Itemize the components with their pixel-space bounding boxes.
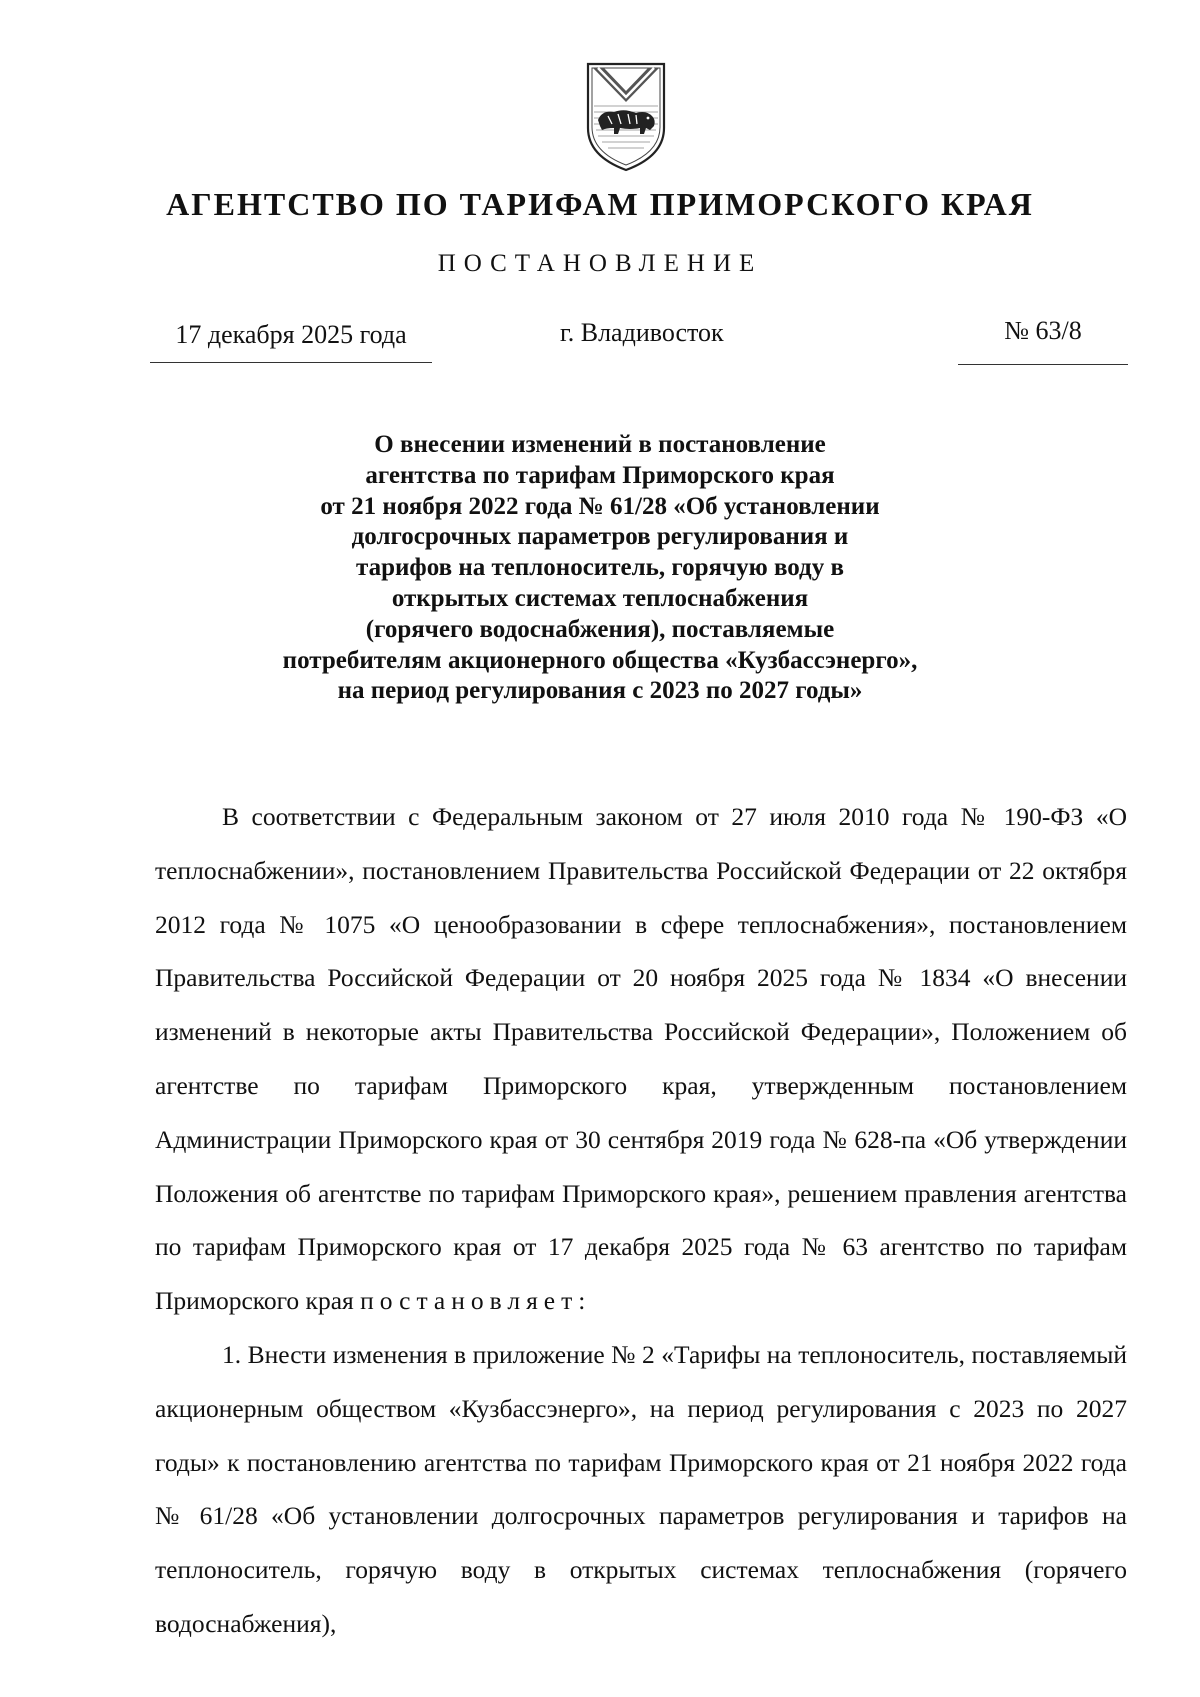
body-paragraph: 1. Внести изменения в приложение № 2 «Тарифы на теплоноситель, поставляемый акционерным обществом «Кузбассэнерго», на период регулирования с 2023 по 2027 годы» к постановлению агентства по тарифам Приморского края от 21 ноября 2022 года № 61/28 «Об установлении долгосрочных параметров регулирования и тарифов на теплоноситель, горячую воду в открытых системах теплоснабжения (горячего водоснабжения), — [155, 1339, 1127, 1638]
heading-line: на период регулирования с 2023 по 2027 годы» — [337, 677, 863, 705]
heading-line: О внесении изменений в постановление — [374, 431, 826, 458]
heading-line: открытых системах теплоснабжения — [391, 584, 809, 612]
heading-line: (горячего водоснабжения), поставляемые — [365, 615, 835, 643]
document-city: г. Владивосток — [560, 318, 724, 347]
heading-line: агентства по тарифам Приморского края — [365, 461, 835, 489]
body-paragraph — [155, 790, 1127, 1328]
heading-line: тарифов на теплоноситель, горячую воду в — [356, 554, 844, 582]
agency-title: АГЕНТСТВО ПО ТАРИФАМ ПРИМОРСКОГО КРАЯ — [166, 186, 1034, 222]
document-number: № 63/8 — [958, 316, 1128, 365]
document-type: ПОСТАНОВЛЕНИЕ — [437, 250, 763, 277]
heading-line: от 21 ноября 2022 года № 61/28 «Об установлении — [320, 492, 880, 520]
preamble-text: В соответствии с Федеральным законом от 27 июля 2010 года № 190-ФЗ «О теплоснабжении», постановлением Правительства Российской Федерации от 22 октября 2012 года № 1075 «О ценообразовании в сфере теплоснабжения», постановлением Правительства Российской Федерации от 20 ноября 2025 года № 1834 «О внесении изменений в некоторые акты Правительства Российской Федерации», Положением об агентстве по тарифам Приморского края, утвержденным постановлением Администрации Приморского края от 30 сентября 2019 года № 628-па «Об утверждении Положения об агентстве по тарифам Приморского края», решением правления агентства по тарифам Приморского края от 17 декабря 2025 года № 63 агентство по тарифам Приморского края — [155, 802, 1127, 1316]
document-body — [155, 790, 1127, 1651]
coat-of-arms-icon — [584, 58, 668, 174]
resolution-verb: постановляет: — [360, 1286, 592, 1316]
document-heading — [0, 430, 1200, 707]
document-date: 17 декабря 2025 года — [150, 320, 432, 363]
heading-line: долгосрочных параметров регулирования и — [351, 523, 849, 551]
heading-line: потребителям акционерного общества «Кузбассэнерго», — [282, 646, 918, 674]
